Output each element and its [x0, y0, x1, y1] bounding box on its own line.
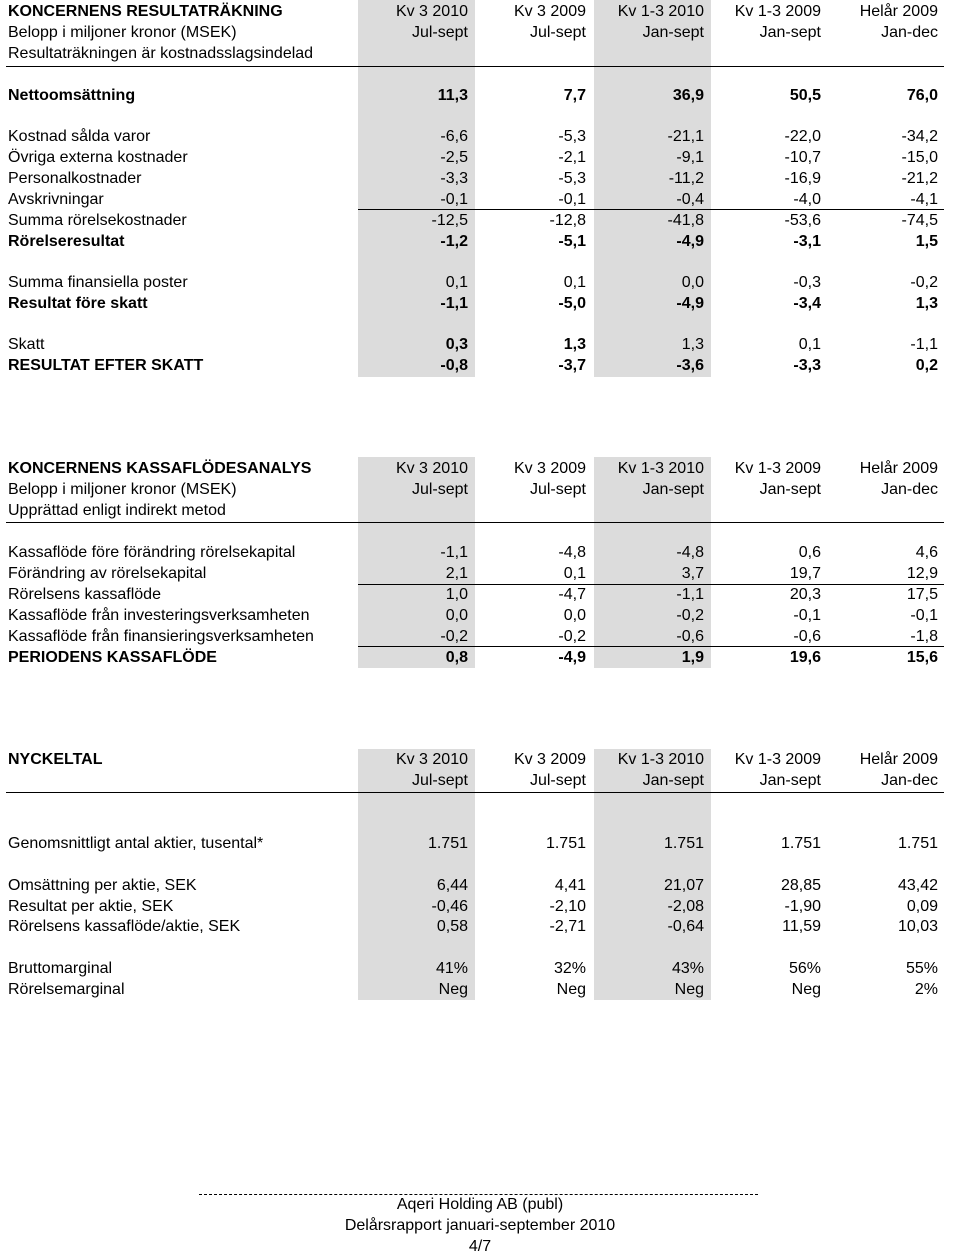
column-period: Kv 3 2009 [513, 460, 586, 477]
cell-value: 21,07 [663, 877, 704, 894]
cell-value: -4,8 [676, 544, 704, 561]
cell-value: Neg [438, 981, 468, 998]
column-range: Jul-sept [411, 24, 468, 41]
cell-value: 55% [905, 960, 938, 977]
cashflow-header-row-2 [0, 479, 960, 500]
cell-value: -5,0 [558, 295, 586, 312]
income-header-row-3 [0, 43, 960, 64]
cell-value: -11,2 [668, 170, 704, 187]
cell-value: 11,59 [782, 918, 821, 935]
cashflow-note: Upprättad enligt indirekt metod [8, 502, 226, 519]
table-row [0, 647, 960, 668]
cell-value: 0,2 [915, 357, 938, 374]
cell-value: -21,2 [901, 170, 938, 187]
cell-value: -0,46 [431, 898, 468, 915]
cell-value: -2,5 [440, 149, 468, 166]
cell-value: 1,3 [563, 336, 586, 353]
column-period: Kv 1-3 2010 [617, 460, 704, 477]
table-row [0, 542, 960, 563]
cell-value: 1,0 [445, 586, 468, 603]
row-label: Rörelsens kassaflöde/aktie, SEK [8, 918, 241, 935]
column-range: Jan-sept [759, 24, 821, 41]
cell-value: -12,5 [431, 212, 468, 229]
row-label: Resultat per aktie, SEK [8, 898, 174, 915]
cell-value: -0,2 [910, 274, 938, 291]
cell-value: 36,9 [672, 87, 704, 104]
cashflow-subtitle: Belopp i miljoner kronor (MSEK) [8, 481, 237, 498]
cell-value: -16,9 [784, 170, 821, 187]
column-range: Jul-sept [529, 772, 586, 789]
income-header-row-2 [0, 22, 960, 43]
table-row [0, 875, 960, 896]
cell-value: Neg [674, 981, 704, 998]
cell-value: 6,44 [436, 877, 468, 894]
cell-value: -4,9 [676, 295, 704, 312]
column-period: Kv 1-3 2010 [617, 3, 704, 20]
row-label: Rörelsemarginal [8, 981, 125, 998]
row-label: Skatt [8, 336, 45, 353]
cell-value: 3,7 [681, 565, 704, 582]
column-range: Jul-sept [411, 772, 468, 789]
cell-value: -1,1 [440, 295, 468, 312]
cashflow-header-row-3 [0, 500, 960, 521]
cell-value: -1,2 [440, 233, 468, 250]
table-row [0, 272, 960, 293]
cell-value: -3,3 [440, 170, 468, 187]
cell-value: 50,5 [789, 87, 821, 104]
cell-value: -0,1 [440, 191, 468, 208]
cell-value: -0,2 [558, 628, 586, 645]
row-label: Kassaflöde från finansieringsverksamheten [8, 628, 314, 645]
row-label: Omsättning per aktie, SEK [8, 877, 197, 894]
column-period: Helår 2009 [859, 3, 938, 20]
cell-value: -0,1 [558, 191, 586, 208]
row-label: Kassaflöde från investeringsverksamheten [8, 607, 310, 624]
table-row [0, 168, 960, 189]
income-subtitle: Belopp i miljoner kronor (MSEK) [8, 24, 237, 41]
cell-value: -1,1 [440, 544, 468, 561]
cell-value: -0,6 [793, 628, 821, 645]
row-label: Bruttomarginal [8, 960, 113, 977]
cell-value: 43% [671, 960, 704, 977]
income-header-row-1 [0, 1, 960, 22]
cell-value: 0,8 [445, 649, 468, 666]
table-row [0, 147, 960, 168]
cell-value: -3,1 [793, 233, 821, 250]
cell-value: 76,0 [906, 87, 938, 104]
column-period: Kv 1-3 2009 [734, 460, 821, 477]
column-range: Jan-dec [881, 772, 938, 789]
cell-value: -2,10 [549, 898, 586, 915]
column-period: Helår 2009 [859, 460, 938, 477]
income-title: KONCERNENS RESULTATRÄKNING [8, 3, 283, 20]
row-label: Avskrivningar [8, 191, 104, 208]
footer-page-number: 4/7 [468, 1238, 492, 1255]
cell-value: -5,3 [558, 128, 586, 145]
row-label: Rörelseresultat [8, 233, 125, 250]
cell-value: -9,1 [676, 149, 704, 166]
cashflow-title: KONCERNENS KASSAFLÖDESANALYS [8, 460, 312, 477]
row-label: Kostnad sålda varor [8, 128, 151, 145]
column-period: Helår 2009 [859, 751, 938, 768]
table-row [0, 231, 960, 252]
column-range: Jan-sept [642, 24, 704, 41]
row-label: Övriga externa kostnader [8, 149, 188, 166]
footer-report-title: Delårsrapport januari-september 2010 [344, 1217, 616, 1234]
cell-value: -0,2 [676, 607, 704, 624]
column-range: Jan-dec [881, 24, 938, 41]
ratios-header-row-1 [0, 749, 960, 770]
cell-value: 0,09 [906, 898, 938, 915]
cell-value: -53,6 [784, 212, 821, 229]
cell-value: 1.751 [897, 835, 938, 852]
table-row [0, 584, 960, 605]
cell-value: 4,6 [915, 544, 938, 561]
cell-value: 0,1 [445, 274, 468, 291]
cell-value: 1.751 [663, 835, 704, 852]
cell-value: Neg [791, 981, 821, 998]
cell-value: -21,1 [667, 128, 704, 145]
row-label: Summa rörelsekostnader [8, 212, 187, 229]
cell-value: -3,4 [793, 295, 821, 312]
column-range: Jan-sept [642, 772, 704, 789]
cell-value: -3,6 [676, 357, 704, 374]
row-label: RESULTAT EFTER SKATT [8, 357, 204, 374]
column-period: Kv 3 2010 [395, 751, 468, 768]
cashflow-header-divider [6, 522, 944, 523]
cell-value: 1.751 [780, 835, 821, 852]
column-range: Jan-sept [759, 772, 821, 789]
cell-value: -0,4 [676, 191, 704, 208]
cell-value: -22,0 [784, 128, 821, 145]
row-label: Resultat före skatt [8, 295, 148, 312]
row-label: Nettoomsättning [8, 87, 136, 104]
cell-value: -0,8 [440, 357, 468, 374]
row-label: PERIODENS KASSAFLÖDE [8, 649, 217, 666]
cell-value: 0,0 [445, 607, 468, 624]
cell-value: 1,3 [681, 336, 704, 353]
cell-value: -74,5 [901, 212, 938, 229]
cell-value: 0,58 [436, 918, 468, 935]
column-range: Jan-dec [881, 481, 938, 498]
column-period: Kv 1-3 2009 [734, 3, 821, 20]
table-row [0, 979, 960, 1000]
cell-value: -4,7 [558, 586, 586, 603]
cell-value: 28,85 [780, 877, 821, 894]
cell-value: -6,6 [440, 128, 468, 145]
column-period: Kv 3 2010 [395, 3, 468, 20]
table-row [0, 334, 960, 355]
cell-value: -2,71 [549, 918, 586, 935]
cashflow-header-row-1 [0, 458, 960, 479]
cell-value: 1,5 [915, 233, 938, 250]
cell-value: 1,3 [915, 295, 938, 312]
column-range: Jul-sept [529, 24, 586, 41]
column-period: Kv 3 2010 [395, 460, 468, 477]
row-label: Rörelsens kassaflöde [8, 586, 161, 603]
table-row [0, 189, 960, 210]
footer-company: Aqeri Holding AB (publ) [396, 1196, 564, 1213]
cell-value: 0,0 [681, 274, 704, 291]
row-label: Genomsnittligt antal aktier, tusental* [8, 835, 264, 852]
income-header-divider [6, 66, 944, 67]
cell-value: 4,41 [554, 877, 586, 894]
cell-value: -12,8 [549, 212, 586, 229]
table-row [0, 916, 960, 937]
cell-value: -0,1 [793, 607, 821, 624]
cell-value: -0,2 [440, 628, 468, 645]
column-range: Jan-sept [759, 481, 821, 498]
cell-value: 2% [914, 981, 938, 998]
cell-value: -0,6 [676, 628, 704, 645]
cell-value: 1.751 [545, 835, 586, 852]
cell-value: -4,8 [558, 544, 586, 561]
cell-value: 1.751 [427, 835, 468, 852]
cell-value: -0,64 [667, 918, 704, 935]
cell-value: 0,1 [563, 274, 586, 291]
cell-value: -1,8 [910, 628, 938, 645]
column-range: Jan-sept [642, 481, 704, 498]
cell-value: -15,0 [901, 149, 938, 166]
income-note: Resultaträkningen är kostnadsslagsindelad [8, 45, 314, 62]
table-row [0, 210, 960, 231]
cell-value: -10,7 [784, 149, 821, 166]
row-label: Personalkostnader [8, 170, 142, 187]
cell-value: -4,9 [676, 233, 704, 250]
table-row [0, 626, 960, 647]
cell-value: 7,7 [563, 87, 586, 104]
column-range: Jul-sept [529, 481, 586, 498]
table-row [0, 958, 960, 979]
cell-value: 19,7 [789, 565, 821, 582]
cell-value: 56% [788, 960, 821, 977]
table-row [0, 293, 960, 314]
ratios-header-row-2 [0, 770, 960, 791]
cell-value: -5,1 [558, 233, 586, 250]
cell-value: -3,3 [793, 357, 821, 374]
cell-value: 15,6 [906, 649, 938, 666]
cell-value: 2,1 [445, 565, 468, 582]
cell-value: 0,0 [563, 607, 586, 624]
cell-value: 11,3 [437, 87, 468, 104]
cell-value: 12,9 [906, 565, 938, 582]
table-row [0, 833, 960, 854]
cell-value: 0,6 [798, 544, 821, 561]
cell-value: 10,03 [897, 918, 938, 935]
cell-value: -4,9 [558, 649, 586, 666]
row-label: Summa finansiella poster [8, 274, 188, 291]
row-label: Kassaflöde före förändring rörelsekapital [8, 544, 296, 561]
cell-value: -2,1 [558, 149, 586, 166]
ratios-title: NYCKELTAL [8, 751, 103, 768]
cell-value: 41% [435, 960, 468, 977]
cell-value: Neg [556, 981, 586, 998]
column-period: Kv 1-3 2010 [617, 751, 704, 768]
cell-value: 1,9 [681, 649, 704, 666]
cell-value: -41,8 [667, 212, 704, 229]
cell-value: 0,3 [445, 336, 468, 353]
cell-value: -0,3 [793, 274, 821, 291]
row-label: Förändring av rörelsekapital [8, 565, 207, 582]
table-row [0, 563, 960, 584]
cell-value: -4,0 [793, 191, 821, 208]
column-period: Kv 3 2009 [513, 3, 586, 20]
table-row [0, 85, 960, 106]
cell-value: -1,1 [676, 586, 704, 603]
cell-value: 43,42 [897, 877, 938, 894]
cell-value: -2,08 [667, 898, 704, 915]
table-row [0, 126, 960, 147]
table-row [0, 605, 960, 626]
cell-value: 32% [553, 960, 586, 977]
cell-value: -5,3 [558, 170, 586, 187]
cell-value: -1,90 [784, 898, 821, 915]
cell-value: -1,1 [910, 336, 938, 353]
cell-value: -3,7 [558, 357, 586, 374]
table-row [0, 896, 960, 917]
column-range: Jul-sept [411, 481, 468, 498]
column-period: Kv 1-3 2009 [734, 751, 821, 768]
cell-value: 19,6 [789, 649, 821, 666]
cell-value: 0,1 [798, 336, 821, 353]
cell-value: -4,1 [910, 191, 938, 208]
ratios-header-divider [6, 792, 944, 793]
table-row [0, 355, 960, 376]
cell-value: -34,2 [901, 128, 938, 145]
column-period: Kv 3 2009 [513, 751, 586, 768]
cell-value: 17,5 [906, 586, 938, 603]
cell-value: 0,1 [563, 565, 586, 582]
cell-value: -0,1 [910, 607, 938, 624]
cell-value: 20,3 [789, 586, 821, 603]
